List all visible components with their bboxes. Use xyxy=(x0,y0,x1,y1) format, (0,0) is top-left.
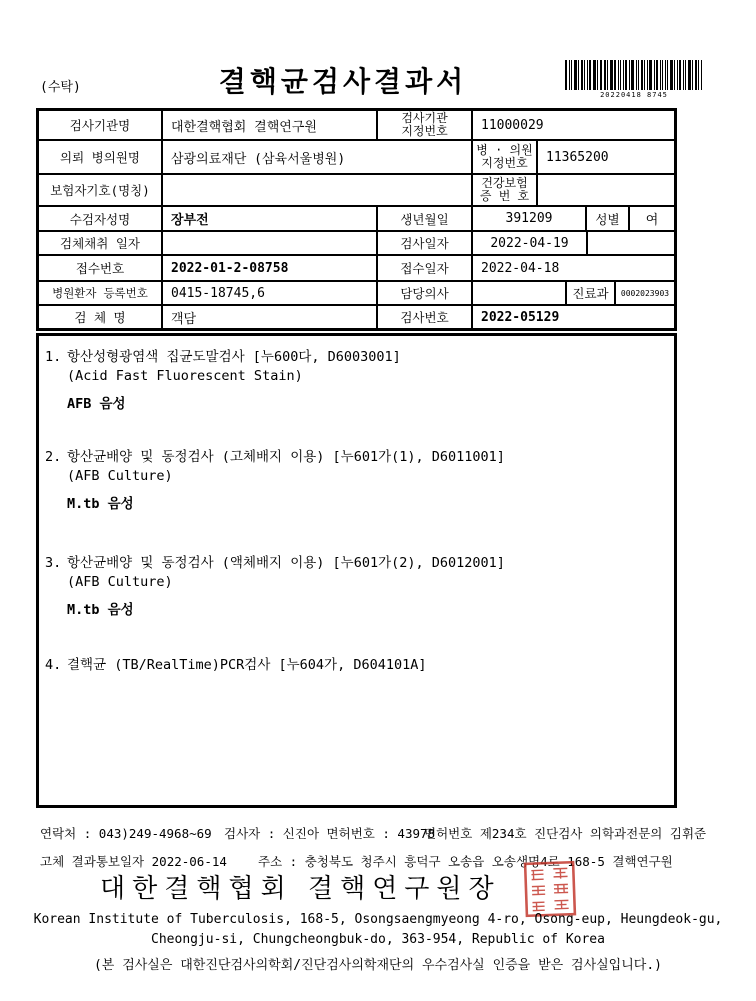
department-value: 0002023903 xyxy=(620,288,670,298)
sex-value: 여 xyxy=(645,213,659,228)
certification-note: (본 검사실은 대한진단검사의학회/진단검사의학재단의 우수검사실 인증을 받은 검사실입니다.) xyxy=(93,958,663,973)
result-value: M.tb 음성 xyxy=(67,496,134,512)
test-date-value: 2022-04-19 xyxy=(473,232,588,254)
result-title xyxy=(45,656,666,675)
patient-name-label: 수검자성명 xyxy=(39,207,163,230)
table-row xyxy=(39,141,674,175)
label-line: 증 번 호 xyxy=(479,189,530,203)
lab-name-value: 대한결핵협회 결핵연구원 xyxy=(163,111,378,139)
department-label: 진료과 xyxy=(567,282,616,304)
label-line: 검사기관 xyxy=(401,111,448,125)
patient-name-value: 장부전 xyxy=(163,207,378,230)
organization-name-large: 대한결핵협회 결핵연구원장 xyxy=(100,874,501,904)
receipt-no-label: 접수번호 xyxy=(39,256,163,280)
insurer-label: 보험자기호(명칭) xyxy=(39,175,163,205)
lab-id-value: 11000029 xyxy=(481,117,544,133)
label-line: 지정번호 xyxy=(401,124,448,138)
test-date-label: 검사일자 xyxy=(378,232,473,254)
result-item-4 xyxy=(45,656,666,675)
sex-label: 성별 xyxy=(587,207,630,230)
address-info: 주소 : 충청북도 청주시 흥덕구 오송읍 오송생명4로 168-5 결핵연구원 xyxy=(258,854,673,869)
insurance-no-value xyxy=(538,175,674,205)
insurer-value xyxy=(163,175,473,205)
barcode-number: 20220418 8745 xyxy=(600,91,668,99)
table-row xyxy=(39,306,674,328)
doctor-label: 담당의사 xyxy=(378,282,473,304)
result-value: AFB 음성 xyxy=(67,396,126,412)
clinic-id-value: 11365200 xyxy=(546,149,609,165)
result-number: 3. xyxy=(45,555,62,571)
patient-info-table xyxy=(36,108,677,331)
result-number: 2. xyxy=(45,449,62,465)
insurance-no-label xyxy=(473,175,538,205)
result-number: 4. xyxy=(45,657,62,673)
collection-date-label: 검체채취 일자 xyxy=(39,232,163,254)
birthdate-label: 생년월일 xyxy=(378,207,473,230)
hospital-patient-no-label: 병원환자 등록번호 xyxy=(39,282,163,304)
result-subtitle: (AFB Culture) xyxy=(67,468,173,484)
consignment-note: (수탁) xyxy=(40,80,81,95)
barcode xyxy=(565,60,703,99)
table-row xyxy=(39,207,674,232)
specimen-value: 객담 xyxy=(163,306,378,328)
clinic-name-label: 의뢰 병의원명 xyxy=(39,141,163,173)
label-line: 병 · 의원 xyxy=(476,143,533,157)
result-title-text: 항산균배양 및 동정검사 (액체배지 이용) [누601가(2), D6012001] xyxy=(67,555,505,571)
lab-id-label xyxy=(378,111,473,139)
license-info: 면허번호 제234호 진단검사 의학과전문의 김휘준 xyxy=(424,826,707,841)
birthdate-value: 391209 xyxy=(473,207,587,230)
receipt-date-value: 2022-04-18 xyxy=(481,260,560,276)
table-row xyxy=(39,111,674,141)
lab-name-label: 검사기관명 xyxy=(39,111,163,139)
page-title: 결핵균검사결과서 xyxy=(218,65,468,98)
clinic-id-label xyxy=(473,141,538,173)
test-no-label: 검사번호 xyxy=(378,306,473,328)
table-row xyxy=(39,175,674,207)
english-address-line1: Korean Institute of Tuberculosis, 168-5, Osongsaengmyeong 4-ro, Osong-eup, Heungdeok-gu, xyxy=(33,912,723,927)
test-no-value: 2022-05129 xyxy=(481,309,560,325)
table-row xyxy=(39,256,674,282)
result-title xyxy=(45,348,666,367)
result-title xyxy=(45,554,666,573)
label-line: 건강보험 xyxy=(481,176,528,190)
examiner-info: 검사자 : 신진아 면허번호 : 43978 xyxy=(224,826,436,841)
test-results-box xyxy=(36,333,677,808)
result-subtitle: (Acid Fast Fluorescent Stain) xyxy=(67,368,303,384)
label-line: 지정번호 xyxy=(481,156,528,170)
official-seal-stamp-icon xyxy=(523,860,577,918)
table-row xyxy=(39,232,674,256)
empty-cell xyxy=(588,232,674,254)
receipt-no-value: 2022-01-2-08758 xyxy=(163,256,378,280)
result-item-2 xyxy=(45,448,666,514)
result-subtitle: (AFB Culture) xyxy=(67,574,173,590)
result-value: M.tb 음성 xyxy=(67,602,134,618)
table-row xyxy=(39,282,674,306)
result-title-text: 항산균배양 및 동정검사 (고체배지 이용) [누601가(1), D6011001] xyxy=(67,449,505,465)
collection-date-value xyxy=(163,232,378,254)
doctor-value xyxy=(473,282,567,304)
solid-report-date: 고체 결과통보일자 2022-06-14 xyxy=(40,854,227,869)
result-number: 1. xyxy=(45,349,62,365)
result-title xyxy=(45,448,666,467)
result-item-1 xyxy=(45,348,666,414)
clinic-name-value: 삼광의료재단 (삼육서울병원) xyxy=(163,141,473,173)
result-title-text: 항산성형광염색 집균도말검사 [누600다, D6003001] xyxy=(67,349,401,365)
specimen-label: 검 체 명 xyxy=(39,306,163,328)
english-address-line2: Cheongju-si, Chungcheongbuk-do, 363-954, Republic of Korea xyxy=(151,932,605,947)
receipt-date-label: 접수일자 xyxy=(378,256,473,280)
result-title-text: 결핵균 (TB/RealTime)PCR검사 [누604가, D604101A] xyxy=(67,657,427,673)
barcode-icon xyxy=(565,60,703,90)
contact-info: 연락처 : 043)249-4968~69 xyxy=(40,826,212,841)
hospital-patient-no-value: 0415-18745,6 xyxy=(163,282,378,304)
result-item-3 xyxy=(45,554,666,620)
